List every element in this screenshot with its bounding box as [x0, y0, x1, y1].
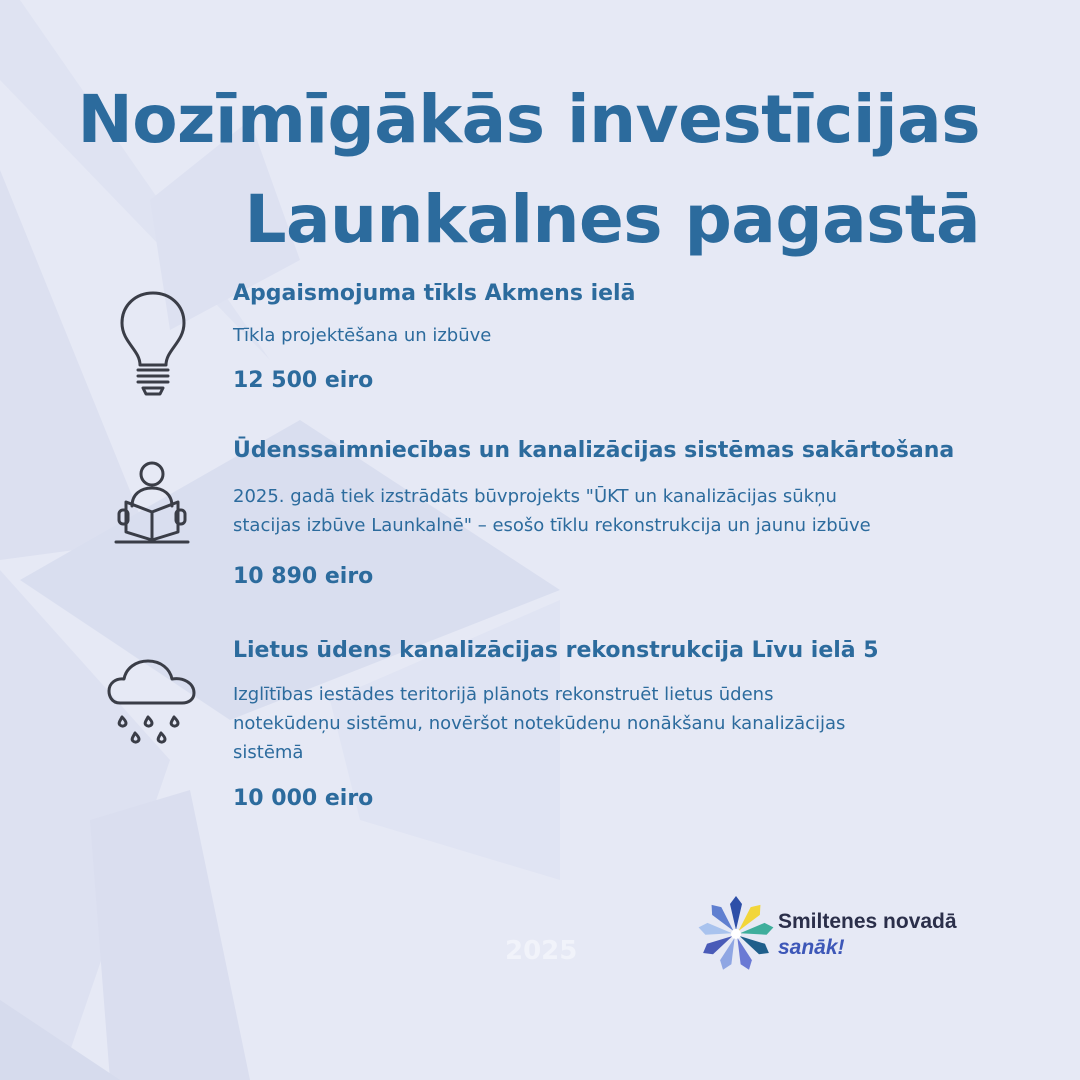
- item-description-rainwater-line-2: notekūdeņu sistēmu, novēršot notekūdeņu nonākšanu kanalizācijas: [233, 713, 846, 734]
- logo: [696, 894, 986, 974]
- page-title: [77, 70, 980, 270]
- item-amount-water: 10 890 eiro: [233, 564, 374, 589]
- item-description-lighting: Tīkla projektēšana un izbūve: [233, 325, 492, 346]
- item-description-water: [233, 482, 933, 540]
- item-title-lighting: Apgaismojuma tīkls Akmens ielā: [233, 281, 636, 306]
- item-description-rainwater-line-1: Izglītības iestādes teritorijā plānots rekonstruēt lietus ūdens: [233, 684, 774, 705]
- item-description-water-line-1: 2025. gadā tiek izstrādāts būvprojekts "ŪKT un kanalizācijas sūkņu: [233, 486, 837, 507]
- title-line-1: Nozīmīgākās investīcijas: [77, 81, 980, 158]
- year-watermark: 2025: [505, 936, 578, 966]
- item-description-rainwater-line-3: sistēmā: [233, 742, 304, 763]
- title-line-2: Launkalnes pagastā: [244, 181, 980, 258]
- item-description-water-line-2: stacijas izbūve Launkalnē" – esošo tīklu rekonstrukcija un jaunu izbūve: [233, 515, 871, 536]
- item-description-rainwater: [233, 680, 933, 767]
- logo-text-line-1: Smiltenes novadā: [778, 910, 957, 933]
- reading-person-icon: [114, 460, 190, 544]
- item-title-water: Ūdenssaimniecības un kanalizācijas sistēmas sakārtošana: [233, 438, 955, 463]
- logo-text-line-2: sanāk!: [778, 936, 845, 959]
- lightbulb-icon: [118, 290, 188, 400]
- item-amount-lighting: 12 500 eiro: [233, 368, 374, 393]
- item-title-rainwater: Lietus ūdens kanalizācijas rekonstrukcija Līvu ielā 5: [233, 638, 879, 663]
- rain-cloud-icon: [106, 655, 198, 751]
- item-amount-rainwater: 10 000 eiro: [233, 786, 374, 811]
- flower-logo-icon: [696, 894, 776, 974]
